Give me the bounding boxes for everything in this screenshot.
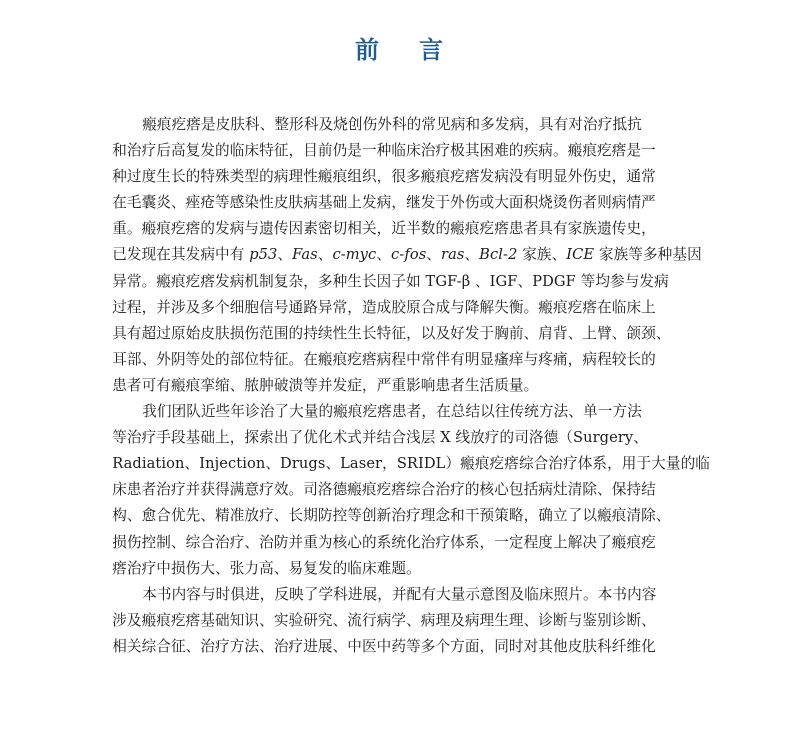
text-line: 和治疗后高复发的临床特征，目前仍是一种临床治疗极其困难的疾病。瘢痕疙瘩是一 (112, 142, 656, 160)
text-line: 瘢痕疙瘩是皮肤科、整形科及烧创伤外科的常见病和多发病，具有对治疗抵抗 (142, 116, 642, 133)
gene-name: ICE (566, 246, 595, 264)
separator: 、 (376, 246, 392, 264)
gene-name: c-myc (332, 246, 377, 264)
text-line: 过程，并涉及多个细胞信号通路异常，造成胶原合成与降解失衡。瘢痕疙瘩在临床上 (112, 298, 656, 316)
text-line: 床患者治疗并获得满意疗效。司洛德瘢痕疙瘩综合治疗的核心包括病灶清除、保持结 (112, 481, 656, 499)
separator: 、 (464, 246, 480, 264)
text-line: 相关综合征、治疗方法、治疗进展、中医中药等多个方面，同时对其他皮肤科纤维化 (112, 637, 656, 655)
gene-name: c-fos (391, 246, 427, 264)
separator: 、 (426, 246, 441, 264)
text-line: 构、愈合优先、精准放疗、长期防控等创新治疗理念和干预策略，确立了以瘢痕清除、 (112, 507, 671, 525)
paragraph-2 (83, 399, 715, 582)
text-line: 损伤控制、综合治疗、治防并重为核心的系统化治疗体系，一定程度上解决了瘢痕疙 (112, 533, 656, 551)
title-char-1: 前 (355, 36, 381, 64)
separator: 、 (277, 246, 293, 264)
text-line: 重。瘢痕疙瘩的发病与遗传因素密切相关，近半数的瘢痕疙瘩患者具有家族遗传史， (112, 220, 656, 238)
gene-line-prefix: 已发现在其发病中有 (112, 246, 245, 264)
text-line: 种过度生长的特殊类型的病理性瘢痕组织，很多瘢痕疙瘩发病没有明显外伤史，通常 (112, 168, 656, 186)
gene-line (83, 242, 715, 268)
text-line: 我们团队近些年诊治了大量的瘢痕疙瘩患者，在总结以往传统方法、单一方法 (142, 403, 642, 421)
page-title (0, 30, 800, 65)
text-line: Radiation、Injection、Drugs、Laser，SRIDL）瘢痕疙瘩综合治疗体系，用于大量的临 (112, 455, 710, 473)
text-line: 异常。瘢痕疙瘩发病机制复杂，多种生长因子如 TGF-β 、IGF、PDGF 等均参与发病 (112, 272, 669, 290)
preface-body (83, 112, 715, 660)
paragraph-3 (83, 582, 715, 660)
text-line: 瘩治疗中损伤大、张力高、易复发的临床难题。 (112, 559, 421, 577)
text-line: 涉及瘢痕疙瘩基础知识、实验研究、流行病学、病理及病理生理、诊断与鉴别诊断、 (112, 611, 656, 629)
text-line: 患者可有瘢痕挛缩、脓肿破溃等并发症，严重影响患者生活质量。 (112, 376, 539, 394)
gene-name: Fas (292, 246, 318, 264)
title-char-2: 言 (419, 36, 445, 64)
gene-name: ras (441, 246, 465, 264)
gene-suffix: 家族等多种基因 (594, 246, 702, 264)
gene-suffix: 家族、 (517, 246, 567, 264)
gene-name: Bcl-2 (479, 246, 518, 264)
text-line: 在毛囊炎、痤疮等感染性皮肤病基础上发病，继发于外伤或大面积烧烫伤者则病情严 (112, 194, 656, 212)
text-line: 具有超过原始皮肤损伤范围的持续性生长特征，以及好发于胸前、肩背、上臂、颌颈、 (112, 324, 671, 342)
text-line: 等治疗手段基础上，探索出了优化术式并结合浅层 X 线放疗的司洛德（Surgery、 (112, 429, 648, 447)
text-line: 本书内容与时俱进，反映了学科进展，并配有大量示意图及临床照片。本书内容 (142, 585, 657, 603)
gene-name: p53 (249, 246, 278, 264)
separator: 、 (317, 246, 333, 264)
paragraph-1 (83, 112, 715, 399)
text-line: 耳部、外阴等处的部位特征。在瘢痕疙瘩病程中常伴有明显瘙痒与疼痛，病程较长的 (112, 350, 656, 368)
